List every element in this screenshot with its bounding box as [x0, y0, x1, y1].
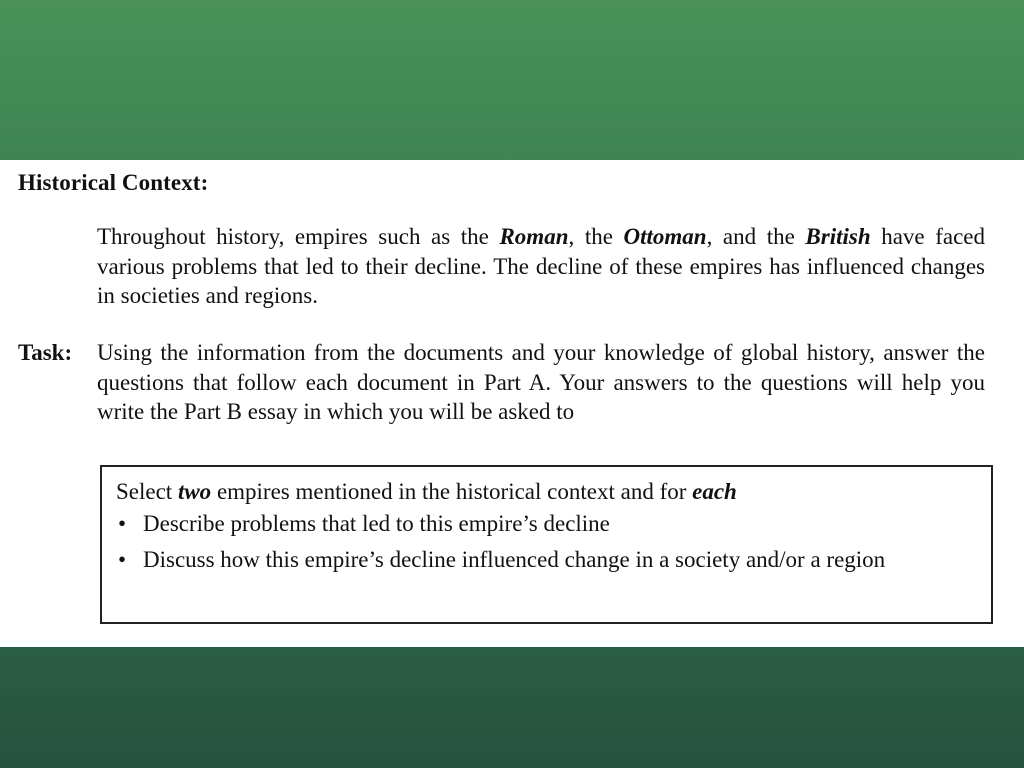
context-text-part: , the	[568, 224, 624, 249]
task-bullet-list	[116, 509, 977, 575]
task-paragraph: Using the information from the documents and your knowledge of global history, answer the questions that follow each document in Part A. Your answers to the questions will help you write the Part B essay in which you will be asked to	[97, 340, 985, 424]
intro-text-part: empires mentioned in the historical context and for	[211, 479, 693, 504]
emphasis-two: two	[177, 479, 212, 504]
bullet-text: Describe problems that led to this empire’s decline	[143, 511, 610, 536]
list-item	[116, 545, 977, 575]
bullet-icon: •	[118, 511, 127, 536]
bullet-text: Discuss how this empire’s decline influenced change in a society and/or a region	[143, 547, 886, 572]
context-text-part: Throughout history, empires such as the	[97, 224, 500, 249]
list-item	[116, 509, 977, 539]
essay-task-box	[100, 465, 993, 624]
empire-name-roman: Roman	[499, 224, 569, 249]
empire-name-ottoman: Ottoman	[623, 224, 707, 249]
historical-context-paragraph	[97, 222, 985, 311]
task-box-intro	[116, 477, 977, 507]
context-text-part: , and the	[706, 224, 806, 249]
task-label: Task:	[18, 340, 73, 365]
bullet-icon: •	[118, 547, 127, 572]
emphasis-each: each	[692, 479, 737, 504]
document-page	[0, 160, 1024, 647]
intro-text-part: Select	[116, 479, 178, 504]
historical-context-heading: Historical Context:	[18, 170, 209, 195]
context-text-part: have faced various problems that led to their decline. The decline of these empires has influenced changes in societies and regions.	[97, 224, 985, 308]
empire-name-british: British	[805, 224, 871, 249]
